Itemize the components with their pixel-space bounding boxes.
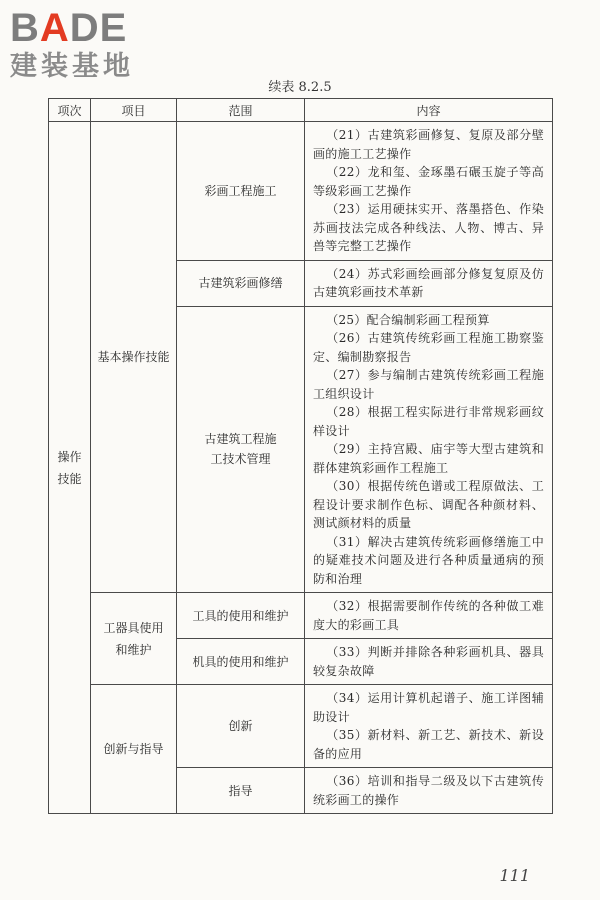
content-paragraph: （36）培训和指导二级及以下古建筑传统彩画工的操作: [313, 774, 544, 807]
logo-chinese: 建装基地: [10, 51, 134, 82]
content-cell: [305, 685, 553, 768]
header-content: 内容: [305, 99, 553, 122]
logo-accent-letter: A: [39, 6, 70, 50]
scope-cell: 机具的使用和维护: [177, 639, 305, 685]
content-paragraph: （32）根据需要制作传统的各种做工难度大的彩画工具: [313, 599, 544, 632]
logo: [10, 6, 134, 84]
item-cell: 工器具使用和维护: [91, 593, 177, 685]
header-scope: 范围: [177, 99, 305, 122]
category-cell: 操作技能: [49, 122, 91, 814]
scope-cell: 创新: [177, 685, 305, 768]
table-caption: 续表 8.2.5: [268, 80, 332, 95]
table-row: [49, 593, 553, 639]
content-paragraph: （29）主持宫殿、庙宇等大型古建筑和群体建筑彩画作工程施工: [313, 442, 544, 475]
content-paragraph: （33）判断并排除各种彩画机具、器具较复杂故障: [313, 645, 544, 678]
skills-table: [48, 98, 553, 814]
content-paragraph: （21）古建筑彩画修复、复原及部分壁画的施工工艺操作: [313, 128, 544, 161]
content-paragraph: （35）新材料、新工艺、新技术、新设备的应用: [313, 728, 544, 761]
header-index: 项次: [49, 99, 91, 122]
content-cell: [305, 593, 553, 639]
content-paragraph: （26）古建筑传统彩画工程施工勘察鉴定、编制勘察报告: [313, 331, 544, 364]
content-paragraph: （22）龙和玺、金琢墨石碾玉旋子等高等级彩画工艺操作: [313, 165, 544, 198]
logo-latin: BADE: [10, 6, 128, 50]
item-cell: 基本操作技能: [91, 122, 177, 593]
scope-cell: 古建筑工程施工技术管理: [177, 306, 305, 593]
table-row: [49, 122, 553, 261]
scope-cell: 彩画工程施工: [177, 122, 305, 261]
table-header-row: [49, 99, 553, 122]
scope-cell: 工具的使用和维护: [177, 593, 305, 639]
item-cell: 创新与指导: [91, 685, 177, 814]
content-paragraph: （30）根据传统色谱或工程原做法、工程设计要求制作色标、调配各种颜材料、测试颜材料的质量: [313, 479, 544, 530]
content-cell: [305, 768, 553, 814]
content-cell: [305, 122, 553, 261]
content-paragraph: （25）配合编制彩画工程预算: [326, 312, 490, 327]
scope-cell: 古建筑彩画修缮: [177, 260, 305, 306]
content-paragraph: （28）根据工程实际进行非常规彩画纹样设计: [313, 405, 544, 438]
content-cell: [305, 639, 553, 685]
content-paragraph: （27）参与编制古建筑传统彩画工程施工组织设计: [313, 368, 544, 401]
scope-cell: 指导: [177, 768, 305, 814]
content-paragraph: （31）解决古建筑传统彩画修缮施工中的疑难技术问题及进行各种质量通病的预防和治理: [313, 534, 544, 586]
page-number: 111: [499, 866, 530, 885]
header-item: 项目: [91, 99, 177, 122]
content-paragraph: （23）运用硬抹实开、落墨搭色、作染苏画技法完成各种线法、人物、博古、异兽等完整工艺操作: [313, 202, 544, 253]
content-paragraph: （34）运用计算机起谱子、施工详图辅助设计: [313, 691, 544, 724]
table-row: [49, 685, 553, 768]
content-cell: [305, 306, 553, 593]
content-cell: [305, 260, 553, 306]
content-paragraph: （24）苏式彩画绘画部分修复复原及仿古建筑彩画技术革新: [313, 266, 544, 299]
